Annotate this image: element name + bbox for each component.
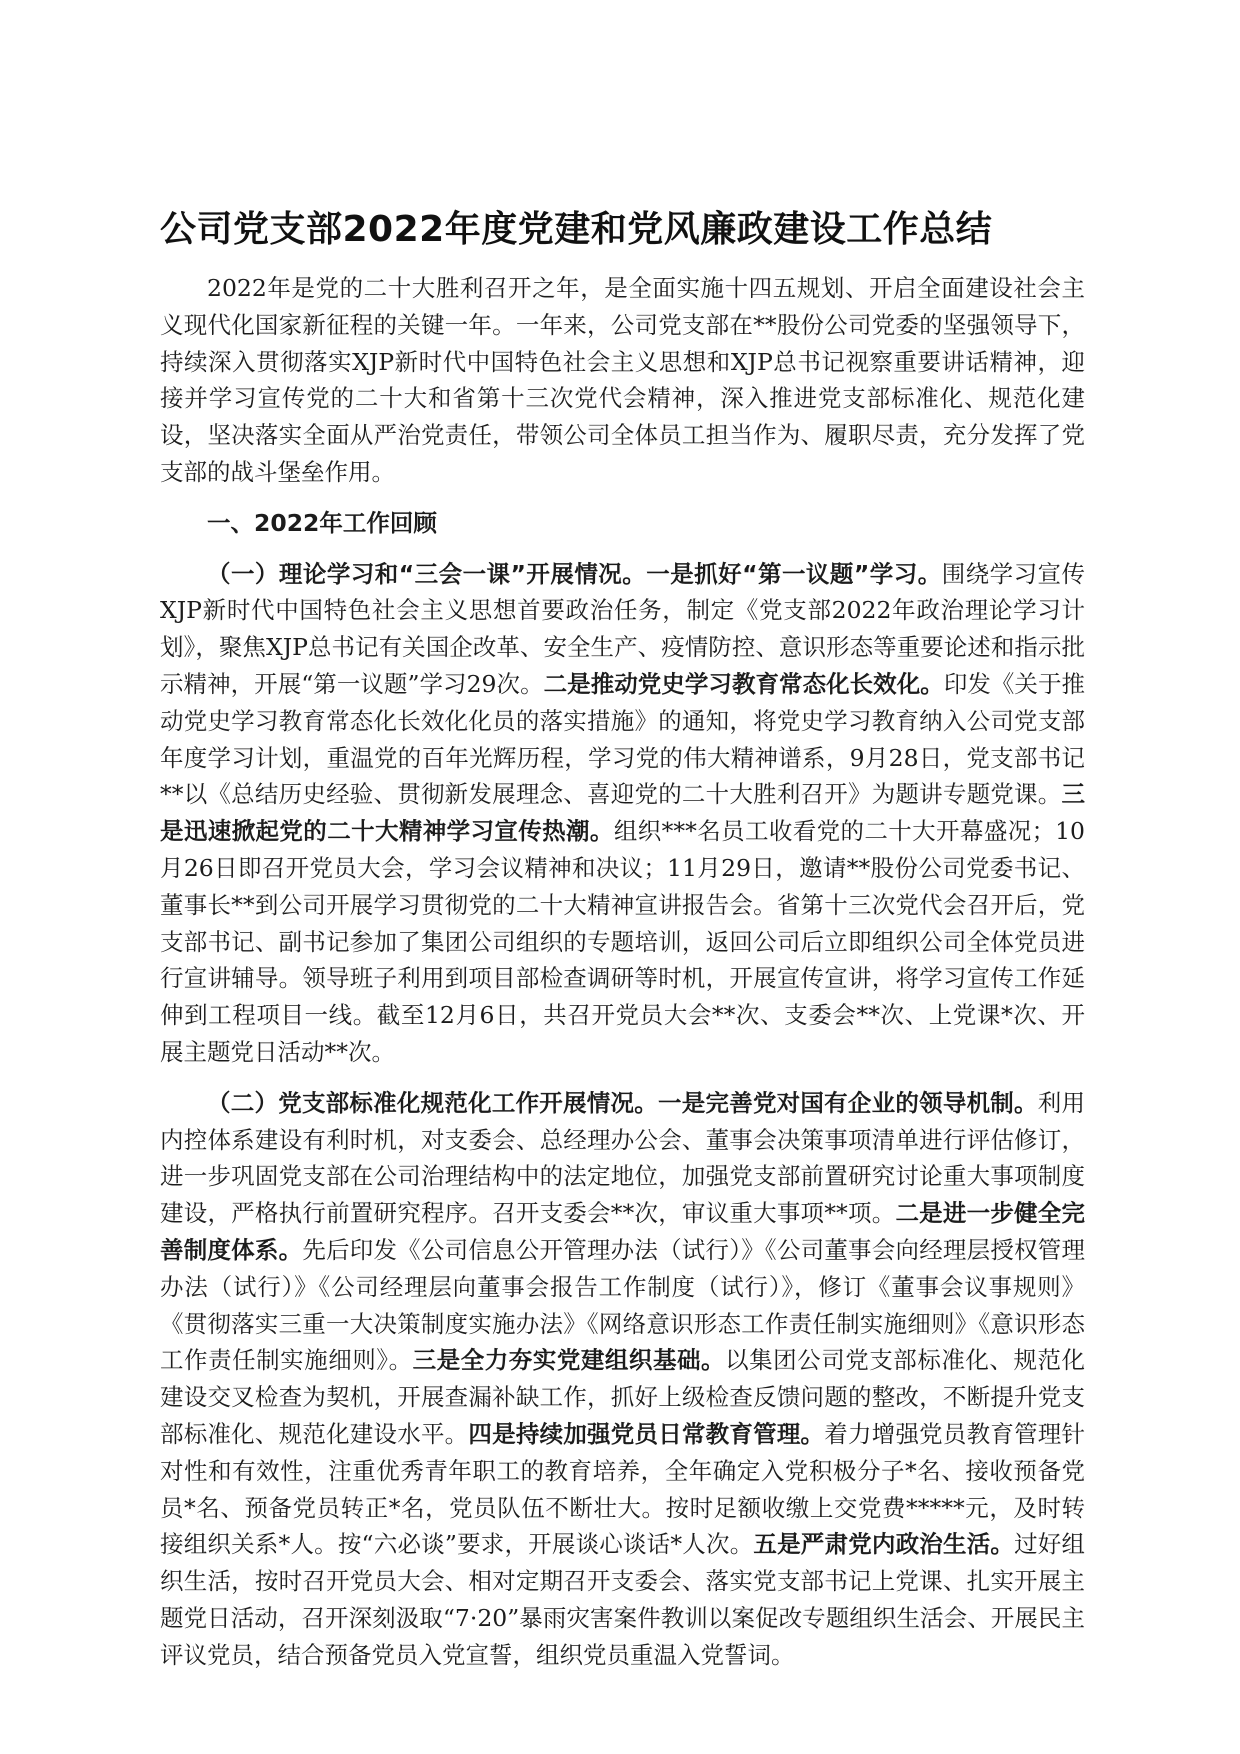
- part2-lead-4: 四是持续加强党员日常教育管理。: [468, 1419, 825, 1448]
- part2-lead-2: 二是进一步健全完善制度体系。: [160, 1199, 1086, 1264]
- part2-lead-1: 一是完善党对国有企业的领导机制。: [658, 1088, 1038, 1117]
- part1-paragraph: [160, 556, 1085, 1071]
- part2-paragraph: [160, 1085, 1085, 1674]
- document-title: 公司党支部2022年度党建和党风廉政建设工作总结: [160, 209, 993, 250]
- part1-heading: （一）理论学习和“三会一课”开展情况。: [207, 559, 647, 588]
- intro-paragraph: 2022年是党的二十大胜利召开之年，是全面实施十四五规划、开启全面建设社会主义现代化国家新征程的关键一年。一年来，公司党支部在**股份公司党委的坚强领导下，持续深入贯彻落实XJP新时代中国特色社会主义思想和XJP总书记视察重要讲话精神，迎接并学习宣传党的二十大和省第十三次党代会精神，深入推进党支部标准化、规范化建设，坚决落实全面从严治党责任，带领公司全体员工担当作为、履职尽责，充分发挥了党支部的战斗堡垒作用。: [160, 274, 1085, 486]
- part1-lead-3: 三是迅速掀起党的二十大精神学习宣传热潮。: [160, 780, 1085, 846]
- part2-text-2: 先后印发《公司信息公开管理办法（试行）》《公司董事会向经理层授权管理办法（试行）》《公司经理层向董事会报告工作制度（试行）》，修订《董事会议事规则》《贯彻落实三重一大决策制度实施办法》《网络意识形态工作责任制实施细则》《意识形态工作责任制实施细则》。: [160, 1235, 1086, 1375]
- part2-text-4: 着力增强党员教育管理针对性和有效性，注重优秀青年职工的教育培养，全年确定入党积极分子*名、接收预备党员*名、预备党员转正*名，党员队伍不断壮大。按时足额收缴上交党费*****元，及时转接组织关系*人。按“六必谈”要求，开展谈心谈话*人次。: [160, 1419, 1086, 1559]
- document-body: [160, 270, 1085, 1673]
- part1-text-2: 印发《关于推动党史学习教育常态化长效化化员的落实措施》的通知，将党史学习教育纳入公司党支部年度学习计划，重温党的百年光辉历程，学习党的伟大精神谱系，9月28日，党支部书记**以《总结历史经验、贯彻新发展理念、喜迎党的二十大胜利召开》为题讲专题党课。: [160, 669, 1086, 809]
- part1-text-1: 围绕学习宣传XJP新时代中国特色社会主义思想首要政治任务，制定《党支部2022年政治理论学习计划》，聚焦XJP总书记有关国企改革、安全生产、疫情防控、意识形态等重要论述和指示批示精神，开展“第一议题”学习29次。: [160, 559, 1086, 698]
- part1-text-3: 组织***名员工收看党的二十大开幕盛况；10月26日即召开党员大会，学习会议精神和决议；11月29日，邀请**股份公司党委书记、董事长**到公司开展学习贯彻党的二十大精神宣讲报告会。省第十三次党代会召开后，党支部书记、副书记参加了集团公司组织的专题培训，返回公司后立即组织公司全体党员进行宣讲辅导。领导班子利用到项目部检查调研等时机，开展宣传宣讲，将学习宣传工作延伸到工程项目一线。截至12月6日，共召开党员大会**次、支委会**次、上党课*次、开展主题党日活动**次。: [160, 817, 1086, 1066]
- part2-heading: （二）党支部标准化规范化工作开展情况。: [207, 1088, 658, 1117]
- part2-lead-3: 三是全力夯实党建组织基础。: [412, 1346, 726, 1375]
- part1-lead-1: 一是抓好“第一议题”学习。: [646, 559, 942, 588]
- part2-lead-5: 五是严肃党内政治生活。: [753, 1530, 1015, 1559]
- part2-text-1: 利用内控体系建设有利时机，对支委会、总经理办公会、董事会决策事项清单进行评估修订，进一步巩固党支部在公司治理结构中的法定地位，加强党支部前置研究讨论重大事项制度建设，严格执行前置研究程序。召开支委会**次，审议重大事项**项。: [160, 1088, 1086, 1228]
- section-heading: 一、2022年工作回顾: [207, 508, 437, 537]
- part2-text-3: 以集团公司党支部标准化、规范化建设交叉检查为契机，开展查漏补缺工作，抓好上级检查反馈问题的整改，不断提升党支部标准化、规范化建设水平。: [160, 1346, 1086, 1448]
- part1-lead-2: 二是推动党史学习教育常态化长效化。: [543, 669, 944, 698]
- part2-text-5: 过好组织生活，按时召开党员大会、相对定期召开支委会、落实党支部书记上党课、扎实开展主题党日活动，召开深刻汲取“7·20”暴雨灾害案件教训以案促改专题组织生活会、开展民主评议党员，结合预备党员入党宣誓，组织党员重温入党誓词。: [160, 1530, 1086, 1669]
